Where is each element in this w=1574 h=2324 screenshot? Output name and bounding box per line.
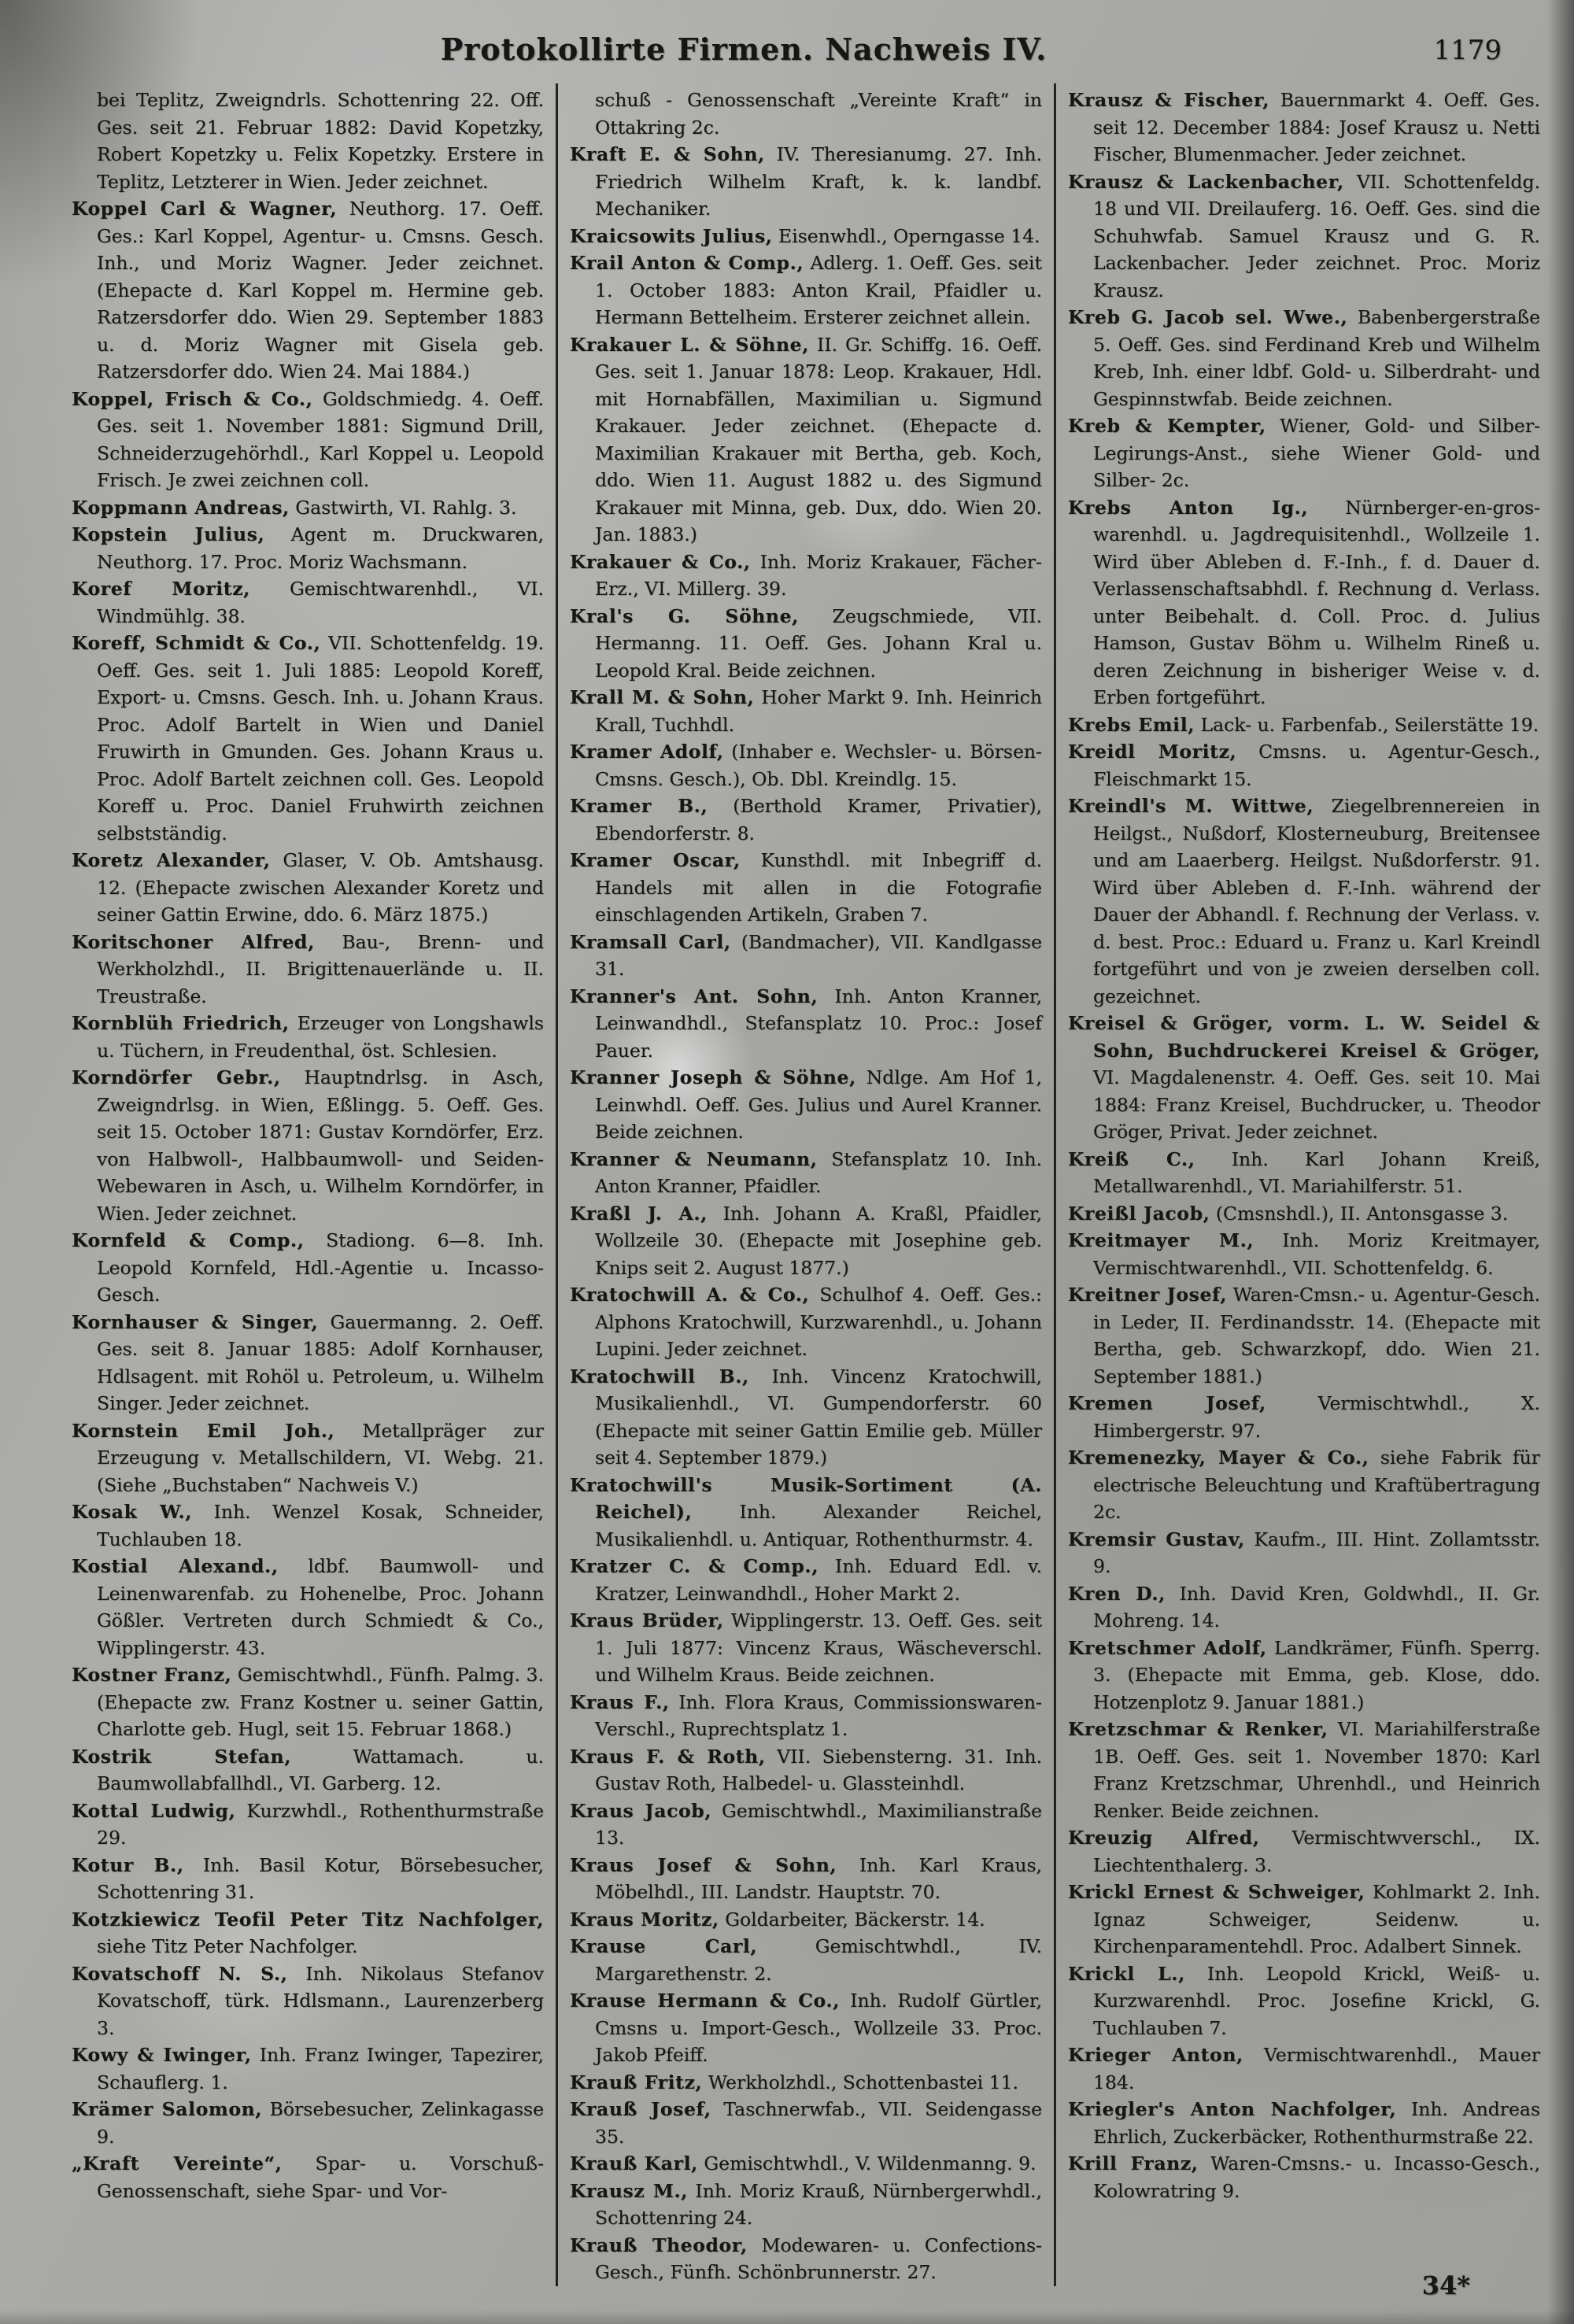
entry-text: Inh. Nikolaus Stefanov Kovatschoff, türk. Hdlsmann., Laurenzerberg 3. (97, 1962, 544, 2039)
entry-text: Inh. Rudolf Gürtler, Cmsns u. Import-Gesch., Wollzeile 33. Proc. Jakob Pfeiff. (595, 1990, 1042, 2066)
firm-name: Kraus Brüder, (570, 1609, 724, 1631)
directory-entry (570, 793, 1042, 847)
directory-entry (570, 1987, 1042, 2069)
directory-entry (1068, 1281, 1540, 1390)
entry-text: Inh. Karl Johann Kreiß, Metallwarenhdl., VI. Mariahilferstr. 51. (1093, 1147, 1540, 1197)
firm-name: Krill Franz, (1068, 2152, 1199, 2174)
entry-text: Landkrämer, Fünfh. Sperrg. 3. (Ehepacte mit Emma, geb. Klose, ddo. Hotzenplotz 9. Januar 1881.) (1093, 1636, 1540, 1713)
firm-name: Kramer Adolf, (570, 741, 724, 763)
firm-name: Krauß Karl, (570, 2152, 698, 2174)
firm-name: Krebs Emil, (1068, 713, 1195, 736)
firm-name: Kretschmer Adolf, (1068, 1636, 1267, 1659)
entry-text: Werkholzhdl., Schottenbastei 11. (708, 2071, 1019, 2093)
entry-text: Babenbergerstraße 5. Oeff. Ges. sind Ferdinand Kreb und Wilhelm Kreb, Inh. einer ldbf. Gold- u. Silberdraht- und Gespinnstwfab. Beide zeichnen. (1093, 306, 1540, 410)
firm-name: Koretz Alexander, (72, 849, 271, 871)
directory-entry (570, 1689, 1042, 1743)
entry-text: Bauernmarkt 4. Oeff. Ges. seit 12. December 1884: Josef Krausz u. Netti Fischer, Blumenmacher. Jeder zeichnet. (1093, 89, 1540, 165)
firm-name: Kornblüh Friedrich, (72, 1012, 290, 1034)
entry-text: (Cmsnshdl.), II. Antonsgasse 3. (1215, 1202, 1509, 1225)
firm-name: Kopstein Julius, (72, 523, 265, 545)
firm-name: Krakauer & Co., (570, 550, 751, 573)
firm-name: Kriegler's Anton Nachfolger, (1068, 2098, 1397, 2120)
firm-name: Kraus Moritz, (570, 1908, 719, 1931)
entry-text: Kurzwhdl., Rothenthurmstraße 29. (97, 1799, 544, 1849)
directory-entry (570, 1797, 1042, 1852)
entry-text: Inh. Johann A. Kraßl, Pfaidler, Wollzeile 30. (Ehepacte mit Josephine geb. Knips seit 2. August 1877.) (595, 1202, 1042, 1279)
entry-text: siehe Fabrik für electrische Beleuchtung und Kraftübertragung 2c. (1093, 1446, 1540, 1523)
directory-entry (570, 249, 1042, 331)
directory-entry (570, 2150, 1042, 2178)
directory-entry (72, 1743, 544, 1797)
entry-text: (Bandmacher), VII. Kandlgasse 31. (595, 930, 1042, 980)
firm-name: Krausz & Fischer, (1068, 89, 1270, 111)
directory-entry (1068, 1580, 1540, 1635)
firm-name: Kramsall Carl, (570, 930, 731, 953)
firm-name: Kraft E. & Sohn, (570, 143, 765, 165)
entry-text: Inh. Andreas Ehrlich, Zuckerbäcker, Rothenthurmstraße 22. (1093, 2098, 1540, 2148)
firm-name: Kostrik Stefan, (72, 1745, 291, 1768)
entry-text: Inh. Basil Kotur, Börsebesucher, Schottenring 31. (97, 1853, 544, 1903)
entry-text: Inh. Leopold Krickl, Weiß- u. Kurzwarenhdl. Proc. Josefine Krickl, G. Tuchlauben 7. (1093, 1962, 1540, 2039)
directory-column-1 (60, 83, 556, 2286)
entry-text: siehe Titz Peter Nachfolger. (97, 1935, 358, 1957)
entry-text: ldbf. Baumwoll- und Leinenwarenfab. zu Hohenelbe, Proc. Johann Gößler. Vertreten durch Schmiedt & Co., Wipplingerstr. 43. (97, 1555, 544, 1659)
directory-entry (1068, 1200, 1540, 1228)
directory-entry (72, 1852, 544, 1906)
entry-text: Ndlge. Am Hof 1, Leinwhdl. Oeff. Ges. Julius und Aurel Kranner. Beide zeichnen. (595, 1066, 1042, 1143)
firm-name: Kreißl Jacob, (1068, 1202, 1210, 1225)
entry-text: Inh. Karl Kraus, Möbelhdl., III. Landstr. Hauptstr. 70. (595, 1853, 1042, 1903)
firm-name: Kotzkiewicz Teofil Peter Titz Nachfolger, (72, 1908, 544, 1931)
entry-text: Kunsthdl. mit Inbegriff d. Handels mit allen in die Fotografie einschlagenden Artikeln, Graben 7. (595, 849, 1042, 926)
directory-entry (570, 1553, 1042, 1607)
firm-name: Kraus F. & Roth, (570, 1745, 766, 1768)
directory-entry (1068, 1444, 1540, 1526)
directory-entry (1068, 1010, 1540, 1146)
firm-name: Koppmann Andreas, (72, 496, 290, 519)
directory-entry (72, 1498, 544, 1553)
firm-name: Krauß Theodor, (570, 2233, 748, 2256)
page-title: Protokollirte Firmen. Nachweis IV. (440, 31, 1047, 67)
firm-name: Kotur B., (72, 1853, 184, 1876)
firm-name: Koref Moritz, (72, 578, 250, 600)
firm-name: Kostner Franz, (72, 1664, 232, 1686)
entry-text: Inh. Franz Iwinger, Tapezirer, Schauflerg. 1. (97, 2044, 544, 2093)
firm-name: Kratochwill A. & Co., (570, 1284, 810, 1306)
firm-name: Kreiß C., (1068, 1147, 1195, 1170)
entry-text: Adlerg. 1. Oeff. Ges. seit 1. October 1883: Anton Krail, Pfaidler u. Hermann Bettelheim. Ersterer zeichnet allein. (595, 252, 1043, 328)
entry-text: Goldschmiedg. 4. Oeff. Ges. seit 1. November 1881: Sigmund Drill, Schneiderzugehörhdl., Karl Koppel u. Leopold Frisch. Je zwei zeichnen coll. (97, 387, 544, 491)
directory-entry (72, 1064, 544, 1227)
entry-text: Inh. Moriz Krakauer, Fächer-Erz., VI. Millerg. 39. (595, 550, 1042, 600)
entry-text: Gemischtwhdl., V. Wildenmanng. 9. (704, 2152, 1036, 2174)
page-number: 1179 (1433, 35, 1502, 66)
directory-entry (1068, 412, 1540, 494)
entry-text: (Inhaber e. Wechsler- u. Börsen-Cmsns. Gesch.), Ob. Dbl. Kreindlg. 15. (595, 741, 1042, 790)
directory-entry (72, 2041, 544, 2096)
directory-entry (72, 1227, 544, 1309)
entry-text: Inh. Wenzel Kosak, Schneider, Tuchlauben 18. (97, 1501, 544, 1550)
directory-entry (1068, 494, 1540, 711)
firm-name: Kranner Joseph & Söhne, (570, 1066, 856, 1088)
firm-name: Koritschoner Alfred, (72, 930, 315, 953)
directory-entry (72, 2150, 544, 2204)
directory-entry (570, 1607, 1042, 1689)
entry-text: Inh. Flora Kraus, Commissionswaren-Verschl., Ruprechtsplatz 1. (595, 1690, 1042, 1740)
scan-edge-shadow-bottom (0, 2310, 1574, 2324)
firm-name: Kraus Josef & Sohn, (570, 1853, 837, 1876)
firm-name: Kren D., (1068, 1582, 1166, 1605)
firm-name: Kraßl J. A., (570, 1202, 708, 1225)
firm-name: Krauß Josef, (570, 2098, 711, 2120)
directory-entry (1068, 168, 1540, 305)
entry-text: VII. Siebensterng. 31. Inh. Gustav Roth, Halbedel- u. Glassteinhdl. (595, 1745, 1042, 1794)
directory-entry (570, 2178, 1042, 2232)
entry-text: VII. Schottenfeldg. 19. Oeff. Ges. seit 1. Juli 1885: Leopold Koreff, Export- u. Cmsns. Gesch. Inh. u. Johann Kraus. Proc. Adolf Bartelt in Wien und Daniel Fruwirth in Gmunden. Ges. Johann Kraus u. Proc. Adolf Bartelt zeichnen coll. Ges. Leopold Koreff u. Proc. Daniel Fruhwirth zeichnen selbstständig. (97, 632, 544, 844)
directory-entry (1068, 711, 1540, 739)
entry-text: Erzeuger von Longshawls u. Tüchern, in Freudenthal, öst. Schlesien. (97, 1012, 544, 1062)
directory-entry (570, 603, 1042, 685)
firm-name: Krail Anton & Comp., (570, 252, 804, 274)
directory-columns (0, 80, 1574, 2286)
firm-name: Kosak W., (72, 1501, 193, 1523)
entry-text: Modewaren- u. Confections-Gesch., Fünfh. Schönbrunnerstr. 27. (595, 2233, 1042, 2283)
entry-text: IV. Theresianumg. 27. Inh. Friedrich Wilhelm Kraft, k. k. landbf. Mechaniker. (595, 143, 1042, 220)
directory-entry (72, 1906, 544, 1960)
entry-text: VI. Mariahilferstraße 1B. Oeff. Ges. seit 1. November 1870: Karl Franz Kretzschmar, Uhrenhdl., und Heinrich Renker. Beide zeichnen. (1093, 1718, 1540, 1822)
directory-entry (72, 1553, 544, 1661)
firm-name: Kremenezky, Mayer & Co., (1068, 1446, 1369, 1469)
directory-entry (72, 1309, 544, 1417)
directory-entry (1068, 1879, 1540, 1960)
directory-entry (1068, 2150, 1540, 2204)
directory-entry (570, 1852, 1042, 1906)
entry-text: Vermischtwverschl., IX. Liechtenthalerg. 3. (1093, 1827, 1540, 1876)
firm-name: Krickl L., (1068, 1962, 1185, 1985)
directory-entry (72, 1797, 544, 1852)
directory-entry (72, 494, 544, 522)
firm-name: Kreitner Josef, (1068, 1284, 1228, 1306)
entry-text: Zeugschmiede, VII. Hermanng. 11. Oeff. Ges. Johann Kral u. Leopold Kral. Beide zeichnen. (595, 604, 1042, 682)
directory-entry (72, 575, 544, 630)
directory-entry (72, 1960, 544, 2042)
entry-text: Inh. Anton Kranner, Leinwandhdl., Stefansplatz 10. Proc.: Josef Pauer. (595, 985, 1042, 1062)
firm-name: Kreuzig Alfred, (1068, 1827, 1260, 1849)
directory-entry (72, 87, 544, 195)
firm-name: Kowy & Iwinger, (72, 2044, 252, 2066)
firm-name: Kremen Josef, (1068, 1392, 1266, 1414)
firm-name: Kretzschmar & Renker, (1068, 1718, 1328, 1740)
firm-name: Kreidl Moritz, (1068, 741, 1237, 763)
directory-entry (1068, 304, 1540, 412)
entry-text: Inh. Moriz Krauß, Nürnbergerwhdl., Schottenring 24. (595, 2179, 1042, 2229)
firm-name: Kreisel & Gröger, vorm. L. W. Seidel & Sohn, Buchdruckerei Kreisel & Gröger, (1068, 1012, 1540, 1062)
firm-name: Kovatschoff N. S., (72, 1962, 288, 1985)
directory-entry (1068, 2096, 1540, 2150)
directory-entry (570, 1363, 1042, 1472)
entry-text: Stadiong. 6—8. Inh. Leopold Kornfeld, Hdl.-Agentie u. Incasso-Gesch. (97, 1229, 544, 1306)
directory-entry (570, 223, 1042, 250)
entry-text: Ziegelbrennereien in Heilgst., Nußdorf, Klosterneuburg, Breitensee und am Laaerberg. Heilgst. Nußdorferstr. 91. Wird über Ableben d. F.-Inh. während der Dauer der Abhandl. f. Rechnung der Verlass. v. d. best. Proc.: Eduard u. Franz u. Karl Kreindl fortgeführt und von je zweien derselben coll. gezeichnet. (1093, 795, 1540, 1007)
firm-name: Krickl Ernest & Schweiger, (1068, 1881, 1365, 1903)
directory-entry (570, 983, 1042, 1065)
firm-name: Krauß Fritz, (570, 2071, 703, 2093)
firm-name: Krieger Anton, (1068, 2044, 1243, 2066)
entry-text: Lack- u. Farbenfab., Seilerstätte 19. (1200, 713, 1539, 736)
firm-name: Krebs Anton Ig., (1068, 496, 1309, 519)
firm-name: Krause Hermann & Co., (570, 1990, 840, 2012)
firm-name: Kremsir Gustav, (1068, 1528, 1245, 1550)
firm-name: Kornhauser & Singer, (72, 1310, 319, 1333)
entry-text: Gastwirth, VI. Rahlg. 3. (295, 496, 517, 519)
firm-name: Kreitmayer M., (1068, 1229, 1254, 1251)
directory-entry (570, 738, 1042, 793)
directory-entry (570, 684, 1042, 738)
entry-text: Vermischtwhdl., X. Himbergerstr. 97. (1093, 1392, 1540, 1442)
directory-entry (570, 1933, 1042, 1987)
directory-entry (1068, 1960, 1540, 2042)
entry-text: Gemischtwhdl., Maximilianstraße 13. (595, 1799, 1042, 1849)
entry-text: Metallpräger zur Erzeugung v. Metallschildern, VI. Webg. 21. (Siehe „Buchstaben“ Nachweis V.) (97, 1419, 544, 1496)
directory-entry (570, 2096, 1042, 2150)
directory-entry (72, 1661, 544, 1743)
entry-text: Inh. Eduard Edl. v. Kratzer, Leinwandhdl., Hoher Markt 2. (595, 1555, 1042, 1605)
directory-entry (72, 521, 544, 575)
entry-text: schuß - Genossenschaft „Vereinte Kraft“ in Ottakring 2c. (595, 89, 1042, 139)
directory-entry (1068, 2041, 1540, 2096)
entry-text: VII. Schottenfeldg. 18 und VII. Dreilauferg. 16. Oeff. Ges. sind die Schuhwfab. Samuel Krausz und G. R. Lackenbacher. Jeder zeichnet. Proc. Moriz Krausz. (1093, 170, 1540, 301)
directory-entry (1068, 793, 1540, 1010)
firm-name: Kreb & Kempter, (1068, 415, 1266, 437)
entry-text: (Berthold Kramer, Privatier), Ebendorferstr. 8. (595, 795, 1042, 844)
firm-name: Kornstein Emil Joh., (72, 1419, 335, 1442)
entry-text: bei Teplitz, Zweigndrls. Schottenring 22. Off. Ges. seit 21. Februar 1882: David Kopetzky, Robert Kopetzky u. Felix Kopetzky. Erstere in Teplitz, Letzterer in Wien. Jeder zeichnet. (97, 89, 544, 193)
entry-text: Schulhof 4. Oeff. Ges.: Alphons Kratochwill, Kurzwarenhdl., u. Johann Lupini. Jeder zeichnet. (595, 1284, 1042, 1360)
entry-text: Börsebesucher, Zelinkagasse 9. (97, 2098, 544, 2148)
signature-mark: 34* (1421, 2270, 1470, 2300)
entry-text: Glaser, V. Ob. Amtshausg. 12. (Ehepacte zwischen Alexander Koretz und seiner Gattin Erwine, ddo. 6. März 1875.) (97, 849, 544, 926)
firm-name: Kramer Oscar, (570, 849, 741, 871)
entry-text: Inh. Vincenz Kratochwill, Musikalienhdl., VI. Gumpendorferstr. 60 (Ehepacte mit seiner Gattin Emilie geb. Müller seit 4. September 1879.) (595, 1365, 1042, 1469)
firm-name: Kraus F., (570, 1690, 670, 1713)
directory-entry (570, 929, 1042, 983)
directory-entry (570, 847, 1042, 929)
entry-text: Neuthorg. 17. Oeff. Ges.: Karl Koppel, Agentur- u. Cmsns. Gesch. Inh., und Moriz Wagner. Jeder zeichnet. (Ehepacte d. Karl Koppel m. Hermine geb. Ratzersdorfer ddo. Wien 29. September 1883 u. d. Moriz Wagner mit Gisela geb. Ratzersdorfer ddo. Wien 24. Mai 1884.) (97, 198, 544, 382)
firm-name: Krämer Salomon, (72, 2098, 263, 2120)
directory-entry (72, 630, 544, 847)
directory-entry (570, 87, 1042, 141)
firm-name: Korndörfer Gebr., (72, 1066, 281, 1088)
directory-entry (72, 195, 544, 386)
directory-entry (570, 1743, 1042, 1797)
firm-name: Krausz M., (570, 2179, 689, 2202)
firm-name: Krausz & Lackenbacher, (1068, 170, 1344, 193)
entry-text: Gauermanng. 2. Oeff. Ges. seit 8. Januar 1885: Adolf Kornhauser, Hdlsagent. mit Rohöl u. Petroleum, u. Wilhelm Singer. Jeder zeichnet. (97, 1310, 544, 1414)
directory-entry (72, 386, 544, 494)
entry-text: Agent m. Druckwaren, Neuthorg. 17. Proc. Moriz Wachsmann. (97, 523, 544, 573)
directory-entry (1068, 738, 1540, 793)
directory-entry (570, 2069, 1042, 2097)
firm-name: Kratochwill B., (570, 1365, 749, 1387)
directory-column-3 (1054, 83, 1552, 2286)
directory-entry (570, 1281, 1042, 1363)
page-header (0, 0, 1574, 80)
directory-entry (1068, 87, 1540, 168)
directory-entry (72, 2096, 544, 2150)
firm-name: Kratochwill's Musik-Sortiment (A. Reichel), (570, 1473, 1042, 1523)
directory-entry (570, 331, 1042, 549)
directory-entry (570, 1472, 1042, 1554)
entry-text: Inh. Moriz Kreitmayer, Vermischtwarenhdl., VII. Schottenfeldg. 6. (1093, 1229, 1540, 1279)
entry-text: Vermischtwarenhdl., Mauer 184. (1093, 2044, 1540, 2093)
entry-text: Hoher Markt 9. Inh. Heinrich Krall, Tuchhdl. (595, 686, 1042, 736)
entry-text: Kaufm., III. Hint. Zollamtsstr. 9. (1093, 1528, 1540, 1577)
entry-text: Hauptndrlsg. in Asch, Zweigndrlsg. in Wien, Eßlingg. 5. Oeff. Ges. seit 15. October 1871: Gustav Korndörfer, Erz. von Halbwoll-, Halbbaumwoll- und Seiden-Webewaren in Asch, u. Wilhelm Korndörfer, in Wien. Jeder zeichnet. (97, 1066, 544, 1225)
firm-name: Kramer B., (570, 795, 708, 817)
directory-entry (72, 1417, 544, 1499)
entry-text: Gemischtwhdl., Fünfh. Palmg. 3. (Ehepacte zw. Franz Kostner u. seiner Gattin, Charlotte geb. Hugl, seit 15. Februar 1868.) (97, 1664, 544, 1740)
firm-name: Kratzer C. & Comp., (570, 1555, 818, 1577)
directory-entry (570, 1146, 1042, 1200)
firm-name: Koppel, Frisch & Co., (72, 387, 313, 410)
entry-text: Gemischtwarenhdl., VI. Windmühlg. 38. (97, 578, 544, 627)
entry-text: Wattamach. u. Baumwollabfallhdl., VI. Garberg. 12. (97, 1745, 544, 1794)
directory-entry (1068, 1526, 1540, 1580)
directory-entry (1068, 1390, 1540, 1444)
firm-name: Krause Carl, (570, 1935, 758, 1957)
entry-text: Inh. David Kren, Goldwhdl., II. Gr. Mohreng. 14. (1093, 1582, 1540, 1631)
entry-text: Wipplingerstr. 13. Oeff. Ges. seit 1. Juli 1877: Vincenz Kraus, Wäscheverschl. und Wilhelm Kraus. Beide zeichnen. (595, 1609, 1042, 1686)
firm-name: Kostial Alexand., (72, 1555, 279, 1577)
entry-text: Eisenwhdl., Operngasse 14. (778, 224, 1040, 247)
entry-text: VI. Magdalenenstr. 4. Oeff. Ges. seit 10. Mai 1884: Franz Kreisel, Buchdrucker, u. Theodor Gröger, Privat. Jeder zeichnet. (1093, 1066, 1540, 1143)
entry-text: Spar- u. Vorschuß-Genossenschaft, siehe Spar- und Vor- (97, 2152, 544, 2202)
firm-name: Kraicsowits Julius, (570, 224, 773, 247)
firm-name: Kraus Jacob, (570, 1799, 712, 1822)
directory-entry (1068, 1635, 1540, 1716)
directory-entry (72, 929, 544, 1011)
firm-name: Koppel Carl & Wagner, (72, 198, 338, 220)
entry-text: II. Gr. Schiffg. 16. Oeff. Ges. seit 1. Januar 1878: Leop. Krakauer, Hdl. mit Hornabfällen, Maximilian u. Sigmund Krakauer. Jeder zeichnet. (Ehepacte d. Maximilian Krakauer mit Bertha, geb. Koch, ddo. Wien 11. August 1882 u. des Sigmund Krakauer mit Minna, geb. Dux, ddo. Wien 20. Jan. 1883.) (595, 333, 1042, 545)
firm-name: Kornfeld & Comp., (72, 1229, 305, 1251)
firm-name: Koreff, Schmidt & Co., (72, 632, 321, 654)
directory-column-2 (556, 83, 1054, 2286)
entry-text: Stefansplatz 10. Inh. Anton Kranner, Pfaidler. (595, 1147, 1042, 1197)
directory-entry (1068, 1146, 1540, 1200)
entry-text: Waren-Cmsn.- u. Agentur-Gesch. in Leder, II. Ferdinandsstr. 14. (Ehepacte mit Bertha, geb. Schwarzkopf, ddo. Wien 21. September 1881.) (1093, 1284, 1540, 1387)
directory-entry (570, 1064, 1042, 1146)
entry-text: Gemischtwhdl., IV. Margarethenstr. 2. (595, 1935, 1042, 1985)
entry-text: Kohlmarkt 2. Inh. Ignaz Schweiger, Seidenw. u. Kirchenparamentehdl. Proc. Adalbert Sinnek. (1093, 1881, 1540, 1957)
firm-name: Kranner's Ant. Sohn, (570, 985, 818, 1007)
entry-text: Cmsns. u. Agentur-Gesch., Fleischmarkt 15. (1093, 741, 1540, 790)
firm-name: Krall M. & Sohn, (570, 686, 755, 708)
directory-entry (570, 1906, 1042, 1934)
directory-entry (570, 1200, 1042, 1282)
directory-entry (1068, 1824, 1540, 1879)
firm-name: Kral's G. Söhne, (570, 604, 799, 627)
directory-entry (1068, 1716, 1540, 1824)
entry-text: Nürnberger-en-gros-warenhdl. u. Jagdrequisitenhdl., Wollzeile 1. Wird über Ableben d. F.-Inh., f. d. Dauer d. Verlassenschaftsabhdl. f. Rechnung d. Verlass. unter Beibehalt. d. Coll. Proc. d. Julius Hamson, Gustav Böhm u. Wilhelm Rineß u. deren Zeichnung in bisheriger Weise v. d. Erben fortgeführt. (1093, 496, 1540, 708)
firm-name: „Kraft Vereinte“, (72, 2152, 283, 2174)
firm-name: Kranner & Neumann, (570, 1147, 818, 1170)
firm-name: Kottal Ludwig, (72, 1799, 236, 1822)
directory-entry (570, 141, 1042, 223)
entry-text: Goldarbeiter, Bäckerstr. 14. (725, 1908, 985, 1931)
entry-text: Wiener, Gold- und Silber-Legirungs-Anst., siehe Wiener Gold- und Silber- 2c. (1093, 415, 1540, 491)
entry-text: Taschnerwfab., VII. Seidengasse 35. (595, 2098, 1042, 2148)
directory-entry (570, 549, 1042, 603)
entry-text: Inh. Alexander Reichel, Musikalienhdl. u. Antiquar, Rothenthurmstr. 4. (595, 1501, 1042, 1550)
directory-entry (570, 2232, 1042, 2286)
directory-entry (1068, 1227, 1540, 1281)
entry-text: Waren-Cmsns.- u. Incasso-Gesch., Kolowratring 9. (1093, 2152, 1540, 2202)
directory-entry (72, 847, 544, 929)
firm-name: Kreindl's M. Wittwe, (1068, 795, 1314, 817)
entry-text: Bau-, Brenn- und Werkholzhdl., II. Brigittenauerlände u. II. Treustraße. (97, 930, 544, 1007)
directory-entry (72, 1010, 544, 1064)
firm-name: Krakauer L. & Söhne, (570, 333, 809, 356)
scan-edge-shadow-right (1547, 0, 1574, 2324)
firm-name: Kreb G. Jacob sel. Wwe., (1068, 306, 1348, 328)
